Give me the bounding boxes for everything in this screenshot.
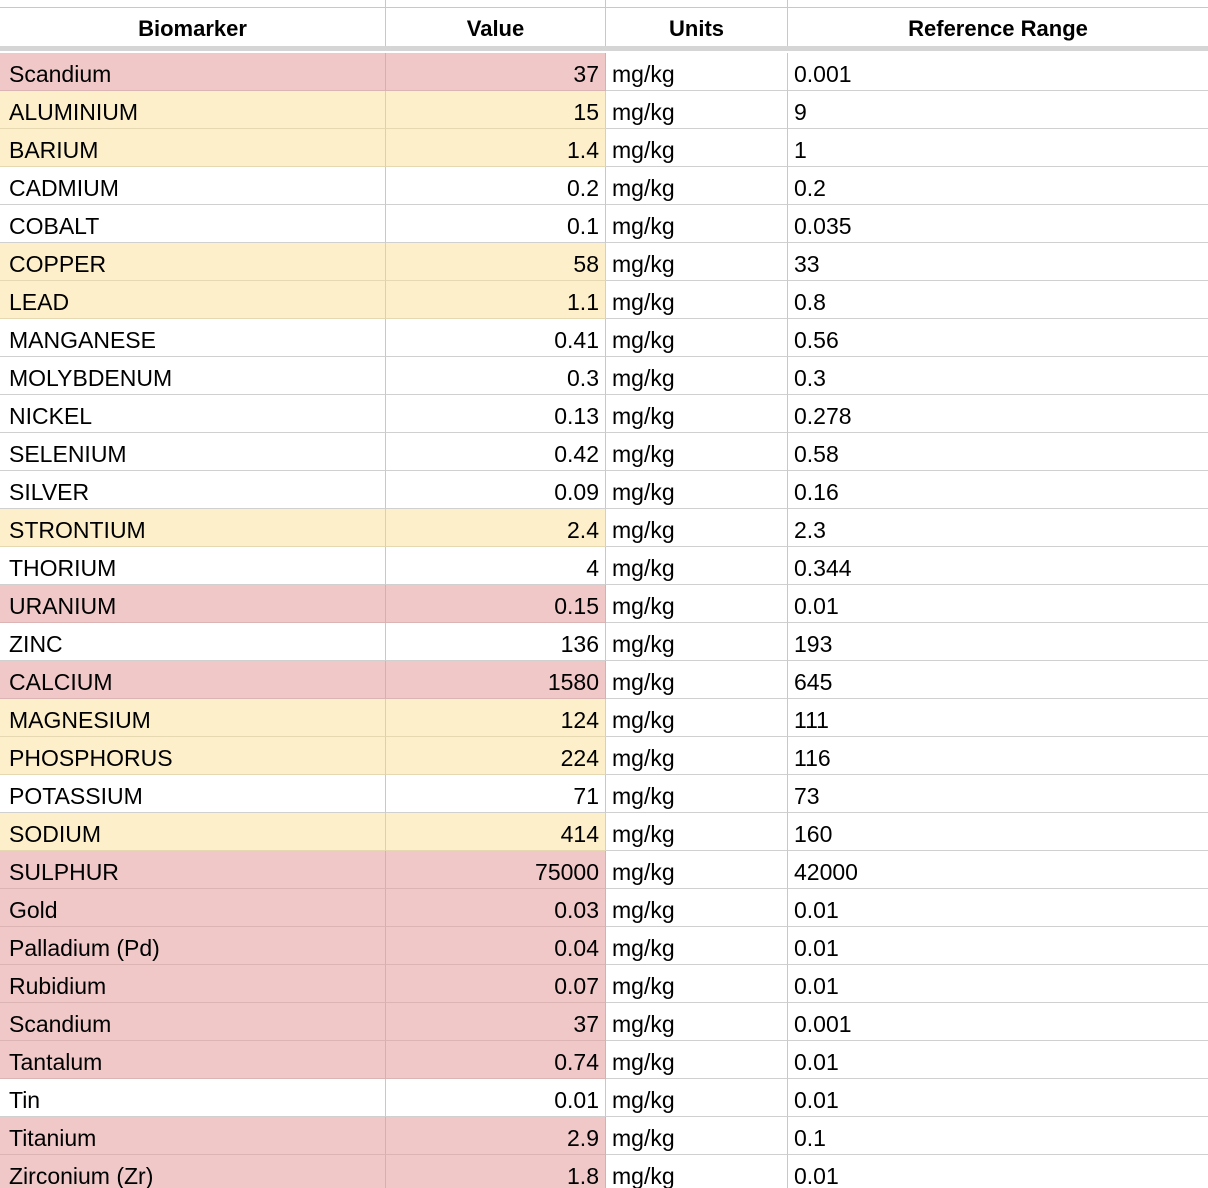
- value-cell[interactable]: 1.8: [386, 1155, 606, 1188]
- units-cell[interactable]: mg/kg: [606, 623, 788, 661]
- reference-range-cell[interactable]: 0.01: [788, 1079, 1208, 1117]
- value-cell[interactable]: 2.9: [386, 1117, 606, 1155]
- biomarker-cell[interactable]: ALUMINIUM: [0, 91, 386, 129]
- reference-range-cell[interactable]: 0.278: [788, 395, 1208, 433]
- biomarker-cell[interactable]: Rubidium: [0, 965, 386, 1003]
- column-divider: [787, 0, 788, 8]
- units-cell[interactable]: mg/kg: [606, 53, 788, 91]
- table-row: [0, 585, 1208, 623]
- header-biomarker[interactable]: Biomarker: [0, 8, 386, 46]
- table-row: [0, 281, 1208, 319]
- units-cell[interactable]: mg/kg: [606, 585, 788, 623]
- biomarker-cell[interactable]: CALCIUM: [0, 661, 386, 699]
- value-cell[interactable]: 224: [386, 737, 606, 775]
- header-row: [0, 8, 1208, 51]
- units-cell[interactable]: mg/kg: [606, 433, 788, 471]
- biomarker-cell[interactable]: Palladium (Pd): [0, 927, 386, 965]
- value-cell[interactable]: 414: [386, 813, 606, 851]
- units-cell[interactable]: mg/kg: [606, 509, 788, 547]
- column-divider: [605, 0, 606, 8]
- biomarker-cell[interactable]: Tin: [0, 1079, 386, 1117]
- biomarker-cell[interactable]: POTASSIUM: [0, 775, 386, 813]
- reference-range-cell[interactable]: 0.035: [788, 205, 1208, 243]
- reference-range-cell[interactable]: 0.01: [788, 1041, 1208, 1079]
- biomarker-cell[interactable]: SULPHUR: [0, 851, 386, 889]
- value-cell[interactable]: 37: [386, 53, 606, 91]
- reference-range-cell[interactable]: 33: [788, 243, 1208, 281]
- biomarker-cell[interactable]: SODIUM: [0, 813, 386, 851]
- reference-range-cell[interactable]: 111: [788, 699, 1208, 737]
- units-cell[interactable]: mg/kg: [606, 129, 788, 167]
- reference-range-cell[interactable]: 0.16: [788, 471, 1208, 509]
- units-cell[interactable]: mg/kg: [606, 813, 788, 851]
- table-row: [0, 1003, 1208, 1041]
- units-cell[interactable]: mg/kg: [606, 699, 788, 737]
- header-value[interactable]: Value: [386, 8, 606, 46]
- units-cell[interactable]: mg/kg: [606, 357, 788, 395]
- units-cell[interactable]: mg/kg: [606, 91, 788, 129]
- units-cell[interactable]: mg/kg: [606, 205, 788, 243]
- biomarker-cell[interactable]: Scandium: [0, 53, 386, 91]
- header-reference-range[interactable]: Reference Range: [908, 16, 1088, 41]
- units-cell[interactable]: mg/kg: [606, 395, 788, 433]
- units-cell[interactable]: mg/kg: [606, 319, 788, 357]
- table-row: [0, 53, 1208, 91]
- reference-range-cell[interactable]: 0.56: [788, 319, 1208, 357]
- biomarker-cell[interactable]: COPPER: [0, 243, 386, 281]
- value-cell[interactable]: 124: [386, 699, 606, 737]
- biomarker-cell[interactable]: Gold: [0, 889, 386, 927]
- units-cell[interactable]: mg/kg: [606, 1155, 788, 1188]
- units-cell[interactable]: mg/kg: [606, 281, 788, 319]
- value-cell[interactable]: 4: [386, 547, 606, 585]
- value-cell[interactable]: 0.1: [386, 205, 606, 243]
- units-cell[interactable]: mg/kg: [606, 1003, 788, 1041]
- table-row: [0, 1079, 1208, 1117]
- units-cell[interactable]: mg/kg: [606, 1079, 788, 1117]
- value-cell[interactable]: 15: [386, 91, 606, 129]
- table-row: [0, 319, 1208, 357]
- value-cell[interactable]: 0.03: [386, 889, 606, 927]
- units-cell[interactable]: mg/kg: [606, 927, 788, 965]
- table-body: [0, 53, 1208, 1188]
- table-row: [0, 661, 1208, 699]
- table-row: [0, 91, 1208, 129]
- biomarker-cell[interactable]: BARIUM: [0, 129, 386, 167]
- table-row: [0, 927, 1208, 965]
- biomarker-cell[interactable]: STRONTIUM: [0, 509, 386, 547]
- value-cell[interactable]: 0.3: [386, 357, 606, 395]
- table-row: [0, 129, 1208, 167]
- reference-range-cell[interactable]: 193: [788, 623, 1208, 661]
- value-cell[interactable]: 0.41: [386, 319, 606, 357]
- table-row: [0, 471, 1208, 509]
- biomarker-cell[interactable]: Scandium: [0, 1003, 386, 1041]
- reference-range-cell[interactable]: 0.01: [788, 889, 1208, 927]
- value-cell[interactable]: 2.4: [386, 509, 606, 547]
- biomarker-cell[interactable]: NICKEL: [0, 395, 386, 433]
- table-row: [0, 357, 1208, 395]
- table-row: [0, 167, 1208, 205]
- value-cell[interactable]: 58: [386, 243, 606, 281]
- table-row: [0, 1117, 1208, 1155]
- units-cell[interactable]: mg/kg: [606, 737, 788, 775]
- reference-range-cell[interactable]: 2.3: [788, 509, 1208, 547]
- reference-range-cell[interactable]: 0.01: [788, 927, 1208, 965]
- biomarker-cell[interactable]: MANGANESE: [0, 319, 386, 357]
- units-cell[interactable]: mg/kg: [606, 889, 788, 927]
- value-cell[interactable]: 0.09: [386, 471, 606, 509]
- reference-range-cell[interactable]: 42000: [788, 851, 1208, 889]
- table-row: [0, 395, 1208, 433]
- reference-range-cell[interactable]: 0.8: [788, 281, 1208, 319]
- reference-range-cell[interactable]: 0.001: [788, 1003, 1208, 1041]
- biomarker-cell[interactable]: Titanium: [0, 1117, 386, 1155]
- reference-range-cell[interactable]: 0.01: [788, 965, 1208, 1003]
- table-row: [0, 433, 1208, 471]
- table-row: [0, 547, 1208, 585]
- biomarker-cell[interactable]: THORIUM: [0, 547, 386, 585]
- reference-range-cell[interactable]: 0.3: [788, 357, 1208, 395]
- reference-range-cell[interactable]: 0.001: [788, 53, 1208, 91]
- value-cell[interactable]: 1.1: [386, 281, 606, 319]
- reference-range-cell[interactable]: 645: [788, 661, 1208, 699]
- reference-range-cell[interactable]: 73: [788, 775, 1208, 813]
- biomarker-cell[interactable]: MAGNESIUM: [0, 699, 386, 737]
- value-cell[interactable]: 0.74: [386, 1041, 606, 1079]
- table-row: [0, 243, 1208, 281]
- biomarker-cell[interactable]: ZINC: [0, 623, 386, 661]
- units-cell[interactable]: mg/kg: [606, 1041, 788, 1079]
- units-cell[interactable]: mg/kg: [606, 775, 788, 813]
- table-row: [0, 813, 1208, 851]
- biomarker-cell[interactable]: URANIUM: [0, 585, 386, 623]
- reference-range-cell[interactable]: 0.1: [788, 1117, 1208, 1155]
- table-row: [0, 851, 1208, 889]
- reference-range-cell[interactable]: 9: [788, 91, 1208, 129]
- biomarker-cell[interactable]: SELENIUM: [0, 433, 386, 471]
- value-cell[interactable]: 0.07: [386, 965, 606, 1003]
- biomarker-cell[interactable]: COBALT: [0, 205, 386, 243]
- biomarker-cell[interactable]: CADMIUM: [0, 167, 386, 205]
- table-row: [0, 623, 1208, 661]
- value-cell[interactable]: 0.13: [386, 395, 606, 433]
- table-row: [0, 509, 1208, 547]
- value-cell[interactable]: 0.2: [386, 167, 606, 205]
- reference-range-cell[interactable]: 0.01: [788, 1155, 1208, 1188]
- value-cell[interactable]: 0.04: [386, 927, 606, 965]
- biomarker-cell[interactable]: LEAD: [0, 281, 386, 319]
- column-divider: [385, 0, 386, 8]
- table-row: [0, 205, 1208, 243]
- table-row: [0, 1155, 1208, 1188]
- biomarker-cell[interactable]: PHOSPHORUS: [0, 737, 386, 775]
- units-cell[interactable]: mg/kg: [606, 965, 788, 1003]
- value-cell[interactable]: 0.15: [386, 585, 606, 623]
- reference-range-cell[interactable]: 0.58: [788, 433, 1208, 471]
- table-row: [0, 775, 1208, 813]
- value-cell[interactable]: 71: [386, 775, 606, 813]
- units-cell[interactable]: mg/kg: [606, 167, 788, 205]
- reference-range-cell[interactable]: 0.344: [788, 547, 1208, 585]
- reference-range-cell[interactable]: 0.01: [788, 585, 1208, 623]
- value-cell[interactable]: 136: [386, 623, 606, 661]
- reference-range-cell[interactable]: 160: [788, 813, 1208, 851]
- units-cell[interactable]: mg/kg: [606, 471, 788, 509]
- value-cell[interactable]: 1580: [386, 661, 606, 699]
- reference-range-cell[interactable]: 1: [788, 129, 1208, 167]
- table-row: [0, 889, 1208, 927]
- value-cell[interactable]: 75000: [386, 851, 606, 889]
- table-row: [0, 1041, 1208, 1079]
- biomarker-cell[interactable]: MOLYBDENUM: [0, 357, 386, 395]
- biomarker-cell[interactable]: Tantalum: [0, 1041, 386, 1079]
- units-cell[interactable]: mg/kg: [606, 547, 788, 585]
- value-cell[interactable]: 1.4: [386, 129, 606, 167]
- biomarker-cell[interactable]: Zirconium (Zr): [0, 1155, 386, 1188]
- table-row: [0, 699, 1208, 737]
- value-cell[interactable]: 37: [386, 1003, 606, 1041]
- table-row: [0, 965, 1208, 1003]
- column-divider-strip: [0, 0, 1208, 8]
- units-cell[interactable]: mg/kg: [606, 661, 788, 699]
- reference-range-cell[interactable]: 116: [788, 737, 1208, 775]
- units-cell[interactable]: mg/kg: [606, 851, 788, 889]
- biomarker-cell[interactable]: SILVER: [0, 471, 386, 509]
- units-cell[interactable]: mg/kg: [606, 1117, 788, 1155]
- table-row: [0, 737, 1208, 775]
- header-units[interactable]: Units: [606, 8, 788, 46]
- value-cell[interactable]: 0.42: [386, 433, 606, 471]
- units-cell[interactable]: mg/kg: [606, 243, 788, 281]
- value-cell[interactable]: 0.01: [386, 1079, 606, 1117]
- reference-range-cell[interactable]: 0.2: [788, 167, 1208, 205]
